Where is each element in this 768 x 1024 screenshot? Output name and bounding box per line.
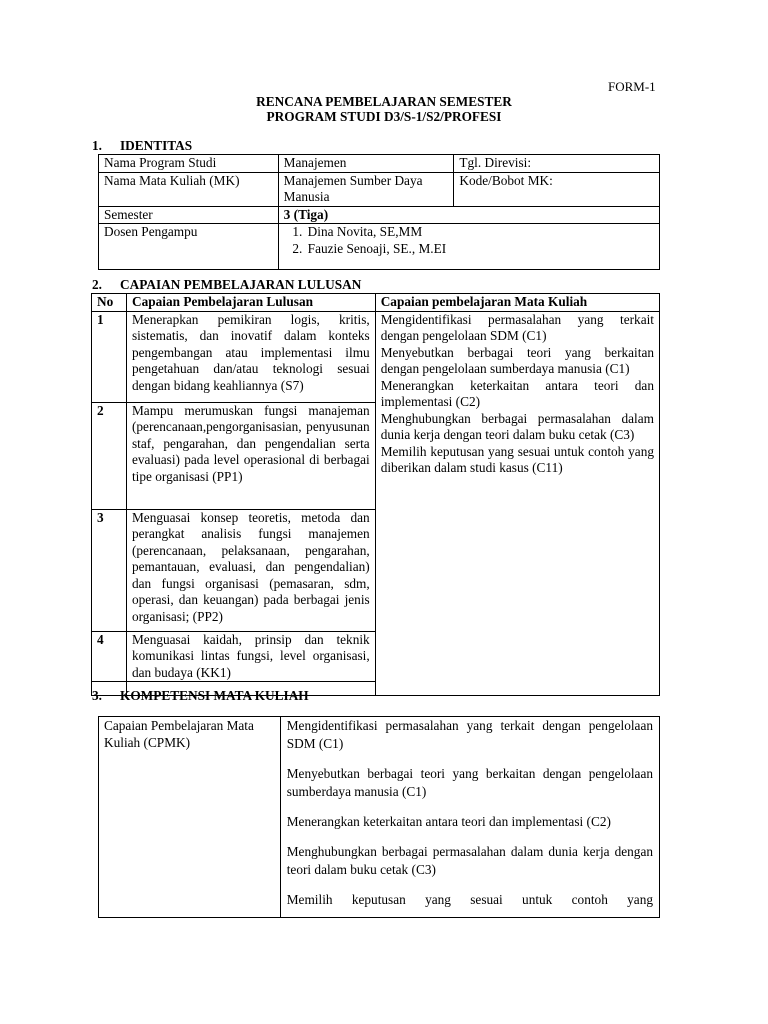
section-number: 3. <box>92 688 102 703</box>
dosen-list <box>284 224 654 257</box>
cpmk-item: Memilih keputusan yang sesuai untuk contoh yang diberikan dalam studi kasus (C11) <box>380 443 654 475</box>
cpmk-list-cell <box>375 311 659 696</box>
section-title: CAPAIAN PEMBELAJARAN LULUSAN <box>120 277 362 292</box>
semester-value: 3 (Tiga) <box>278 206 659 224</box>
section-identitas-heading <box>92 138 192 154</box>
kode-label: Kode/Bobot MK: <box>454 172 660 206</box>
prodi-value: Manajemen <box>278 155 454 173</box>
col-no-header: No <box>92 294 127 312</box>
cpl-row-no: 1 <box>92 311 127 402</box>
cpl-row-no: 3 <box>92 509 127 631</box>
cpmk-item: Mengidentifikasi permasalahan yang terkait dengan pengelolaan SDM (C1) <box>380 311 654 343</box>
section-number: 2. <box>92 277 102 292</box>
cpmk-label: Capaian Pembelajaran Mata Kuliah (CPMK) <box>99 717 281 918</box>
cpmk-item: Menerangkan keterkaitan antara teori dan implementasi (C2) <box>380 377 654 409</box>
section-kompetensi-heading <box>92 688 309 704</box>
prodi-label: Nama Program Studi <box>99 155 279 173</box>
form-label: FORM-1 <box>608 79 656 94</box>
cpl-row-text: Menerapkan pemikiran logis, kritis, sistematis, dan inovatif dalam konteks pengembangan atau implementasi ilmu pengetahuan dan/atau teknologi sesuai dengan bidang keahliannya (S7) <box>126 311 375 402</box>
cpmk-paragraph: Memilih keputusan yang sesuai untuk contoh yang <box>286 892 653 907</box>
cpmk-paragraph: Mengidentifikasi permasalahan yang terkait dengan pengelolaan SDM (C1) <box>286 718 653 751</box>
section-cpl-heading <box>92 277 361 293</box>
cpmk-paragraph: Menyebutkan berbagai teori yang berkaitan dengan pengelolaan sumberdaya manusia (C1) <box>286 766 653 799</box>
kompetensi-table <box>98 716 660 918</box>
cpl-table <box>91 293 660 696</box>
cpl-row-text: Menguasai konsep teoretis, metoda dan perangkat analisis fungsi manajemen (perencanaan, pelaksanaan, pengarahan, pemantauan, evaluasi, dan pengendalian) dan fungsi organisasi (pemasaran, sdm, operasi, dan keuangan) pada berbagai jenis organisasi; (PP2) <box>126 509 375 631</box>
dosen-item: 1. Dina Novita, SE,MM <box>306 224 654 241</box>
semester-label: Semester <box>99 206 279 224</box>
col-cpmk-header: Capaian pembelajaran Mata Kuliah <box>375 294 659 312</box>
section-title: KOMPETENSI MATA KULIAH <box>120 688 309 703</box>
cpmk-item: Menyebutkan berbagai teori yang berkaitan dengan pengelolaan sumberdaya manusia (C1) <box>380 344 654 376</box>
cpl-row-text: Menguasai kaidah, prinsip dan teknik komunikasi lintas fungsi, level organisasi, dan budaya (KK1) <box>126 631 375 682</box>
col-cpl-header: Capaian Pembelajaran Lulusan <box>126 294 375 312</box>
identitas-table <box>98 154 660 270</box>
revisi-label: Tgl. Direvisi: <box>454 155 660 173</box>
section-number: 1. <box>92 138 102 153</box>
mk-value: Manajemen Sumber Daya Manusia <box>278 172 454 206</box>
dosen-label: Dosen Pengampu <box>99 224 279 270</box>
cpl-row-text: Mampu merumuskan fungsi manajeman (perencanaan,pengorganisasian, penyusunan staf, pengarahan, dan pengendalian serta evaluasi) pada level operasional di berbagai tipe organisasi (PP1) <box>126 402 375 509</box>
cpmk-paragraph: Menerangkan keterkaitan antara teori dan implementasi (C2) <box>286 814 611 829</box>
dosen-item: 2. Fauzie Senoaji, SE., M.EI <box>306 241 654 258</box>
cpmk-paragraph: Menghubungkan berbagai permasalahan dalam dunia kerja dengan teori dalam buku cetak (C3) <box>286 844 653 877</box>
document-subtitle: PROGRAM STUDI D3/S-1/S2/PROFESI <box>266 109 502 124</box>
cpmk-detail-cell <box>280 717 659 918</box>
dosen-list-cell <box>278 224 659 270</box>
cpl-row-no: 4 <box>92 631 127 682</box>
cpmk-item: Menghubungkan berbagai permasalahan dalam dunia kerja dengan teori dalam buku cetak (C3) <box>380 410 654 442</box>
mk-label: Nama Mata Kuliah (MK) <box>99 172 279 206</box>
document-title: RENCANA PEMBELAJARAN SEMESTER <box>256 94 512 109</box>
section-title: IDENTITAS <box>120 138 193 153</box>
cpl-row-no: 2 <box>92 402 127 509</box>
